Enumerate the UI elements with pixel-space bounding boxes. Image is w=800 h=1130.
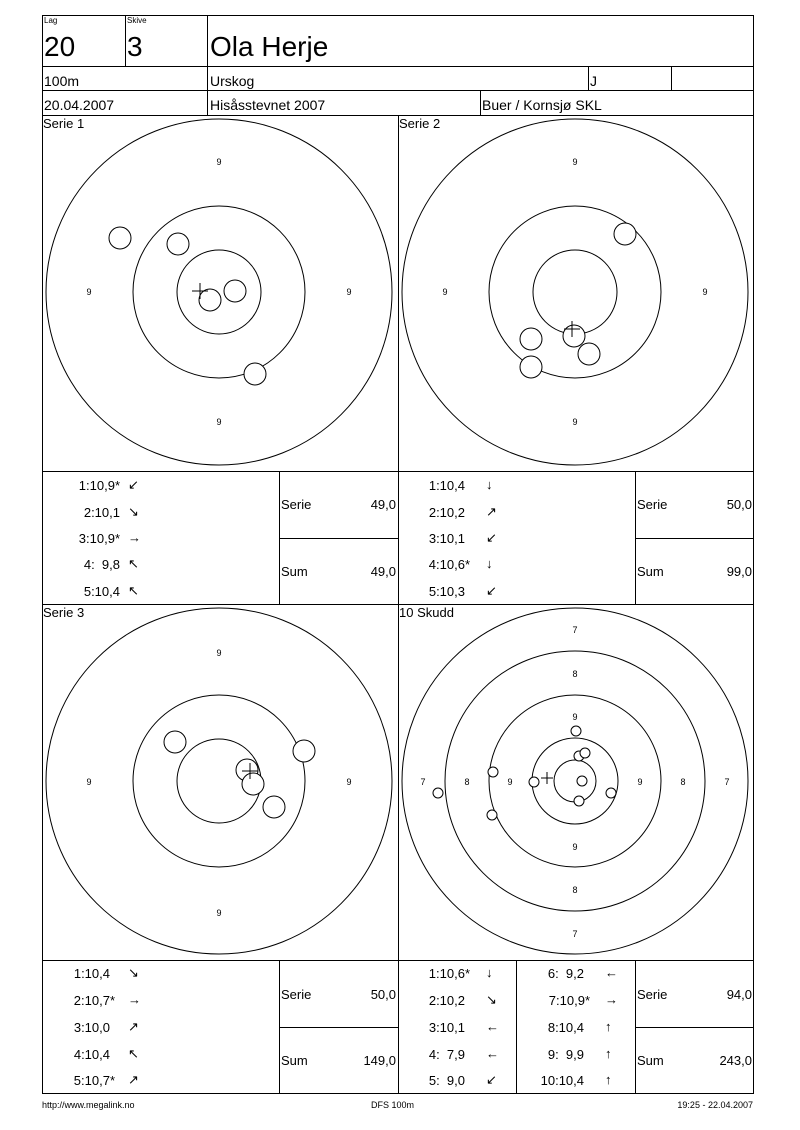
organizer: Buer / Kornsjø SKL xyxy=(482,97,602,113)
divider xyxy=(125,15,126,66)
ring-label: 8 xyxy=(680,777,686,787)
footer-url[interactable]: http://www.megalink.no xyxy=(42,1100,135,1110)
shot-value: 1:10,4 xyxy=(428,478,465,493)
shot-hole xyxy=(109,227,131,249)
skudd10-title: 10 Skudd xyxy=(399,605,454,620)
ring-label: 9 xyxy=(86,777,92,787)
shot-value: 2:10,2 xyxy=(428,505,465,520)
ring-label: 8 xyxy=(572,885,578,895)
ring-label: 9 xyxy=(507,777,513,787)
divider xyxy=(42,960,754,961)
direction-arrow-icon: ↖ xyxy=(128,556,139,571)
skive-value: 3 xyxy=(127,31,143,62)
skudd10-target xyxy=(398,604,754,960)
shot-hole xyxy=(571,726,581,736)
direction-arrow-icon: ↙ xyxy=(486,583,497,598)
shot-hole xyxy=(433,788,443,798)
lag-label: Lag xyxy=(44,16,58,25)
divider xyxy=(207,15,208,115)
distance: 100m xyxy=(44,73,80,89)
divider xyxy=(42,90,754,91)
serie-label: Serie xyxy=(281,497,312,512)
direction-arrow-icon: ← xyxy=(605,965,618,980)
direction-arrow-icon: ↑ xyxy=(605,1019,612,1034)
direction-arrow-icon: ↓ xyxy=(486,556,493,571)
club: Urskog xyxy=(210,73,255,89)
serie2-target xyxy=(398,115,754,471)
direction-arrow-icon: ↘ xyxy=(486,992,497,1007)
lag-value: 20 xyxy=(44,31,76,62)
sum-label: Sum xyxy=(281,1053,308,1068)
serie3-title: Serie 3 xyxy=(43,605,85,620)
shot-value: 1:10,9* xyxy=(78,478,120,493)
ring-label: 7 xyxy=(420,777,426,787)
shot-hole xyxy=(488,767,498,777)
direction-arrow-icon: ↙ xyxy=(486,1072,497,1087)
sum-value: 99,0 xyxy=(726,564,752,579)
shot-hole xyxy=(244,363,266,385)
divider xyxy=(279,1027,398,1028)
shot-value: 1:10,6* xyxy=(428,966,470,981)
ring-x xyxy=(554,760,596,802)
shot-value: 7:10,9* xyxy=(548,993,590,1008)
shot-value: 3:10,1 xyxy=(428,1020,465,1035)
shot-hole xyxy=(606,788,616,798)
shot-hole xyxy=(574,796,584,806)
direction-arrow-icon: ↓ xyxy=(486,965,493,980)
ring-label: 9 xyxy=(702,287,708,297)
shot-value: 3:10,1 xyxy=(428,531,465,546)
shot-value: 2:10,1 xyxy=(83,505,120,520)
shot-value: 6: 9,2 xyxy=(547,966,584,981)
serie3-target xyxy=(42,604,398,960)
class: J xyxy=(590,73,597,89)
footer-timestamp: 19:25 - 22.04.2007 xyxy=(677,1100,753,1110)
direction-arrow-icon: ↑ xyxy=(605,1046,612,1061)
serie2-title: Serie 2 xyxy=(399,116,441,131)
ring-label: 9 xyxy=(572,712,578,722)
ring-label: 9 xyxy=(572,417,578,427)
direction-arrow-icon: ↗ xyxy=(128,1019,139,1034)
divider xyxy=(480,90,481,115)
event: Hisåsstevnet 2007 xyxy=(210,97,326,113)
ring-label: 7 xyxy=(724,777,730,787)
shot-value: 4: 7,9 xyxy=(428,1047,465,1062)
shot-hole xyxy=(293,740,315,762)
direction-arrow-icon: ↓ xyxy=(486,477,493,492)
serie-value: 49,0 xyxy=(370,497,396,512)
shot-hole xyxy=(563,325,585,347)
shot-value: 5: 9,0 xyxy=(428,1073,465,1088)
ring-label: 9 xyxy=(346,287,352,297)
shot-hole xyxy=(614,223,636,245)
shot-value: 1:10,4 xyxy=(73,966,110,981)
ring-label: 8 xyxy=(464,777,470,787)
footer-system: DFS 100m xyxy=(371,1100,415,1110)
shot-hole xyxy=(520,328,542,350)
direction-arrow-icon: ↘ xyxy=(128,504,139,519)
direction-arrow-icon: ↖ xyxy=(128,583,139,598)
direction-arrow-icon: ↗ xyxy=(486,504,497,519)
shot-value: 9: 9,9 xyxy=(547,1047,584,1062)
direction-arrow-icon: ↙ xyxy=(486,530,497,545)
shot-hole xyxy=(487,810,497,820)
ring-label: 9 xyxy=(637,777,643,787)
direction-arrow-icon: ↑ xyxy=(605,1072,612,1087)
shot-value: 5:10,3 xyxy=(428,584,465,599)
serie-label: Serie xyxy=(637,987,668,1002)
sum-label: Sum xyxy=(281,564,308,579)
direction-arrow-icon: ↗ xyxy=(128,1072,139,1087)
skive-label: Skive xyxy=(127,16,147,25)
shot-value: 8:10,4 xyxy=(547,1020,584,1035)
shot-value: 10:10,4 xyxy=(540,1073,584,1088)
shot-hole xyxy=(164,731,186,753)
direction-arrow-icon: → xyxy=(128,530,141,545)
shot-value: 5:10,7* xyxy=(73,1073,115,1088)
ring-label: 8 xyxy=(572,669,578,679)
sum-label: Sum xyxy=(637,1053,664,1068)
ring-8 xyxy=(445,651,705,911)
ring-inner xyxy=(177,250,261,334)
sum-value: 243,0 xyxy=(719,1053,752,1068)
ring-label: 9 xyxy=(216,157,222,167)
date: 20.04.2007 xyxy=(44,97,115,113)
shot-value: 2:10,2 xyxy=(428,993,465,1008)
ring-label: 9 xyxy=(216,908,222,918)
shot-value: 4:10,6* xyxy=(428,557,470,572)
ring-outer xyxy=(46,608,392,954)
serie1-title: Serie 1 xyxy=(43,116,85,131)
ring-label: 9 xyxy=(442,287,448,297)
shot-hole xyxy=(520,356,542,378)
ring-label: 9 xyxy=(572,842,578,852)
serie-value: 94,0 xyxy=(726,987,752,1002)
direction-arrow-icon: ↘ xyxy=(128,965,139,980)
direction-arrow-icon: ← xyxy=(486,1019,499,1034)
ring-label: 7 xyxy=(572,929,578,939)
direction-arrow-icon: → xyxy=(128,992,141,1007)
ring-label: 9 xyxy=(216,417,222,427)
serie-label: Serie xyxy=(281,987,312,1002)
ring-label: 7 xyxy=(572,625,578,635)
shot-hole xyxy=(199,289,221,311)
serie1-target xyxy=(42,115,398,471)
divider xyxy=(42,471,754,472)
divider xyxy=(42,66,754,67)
divider xyxy=(671,66,672,90)
serie-value: 50,0 xyxy=(726,497,752,512)
shot-value: 4: 9,8 xyxy=(83,557,120,572)
ring-middle xyxy=(133,695,305,867)
direction-arrow-icon: ↖ xyxy=(128,1046,139,1061)
ring-middle xyxy=(133,206,305,378)
direction-arrow-icon: ↙ xyxy=(128,477,139,492)
ring-label: 9 xyxy=(346,777,352,787)
shooter-name: Ola Herje xyxy=(210,31,329,62)
shot-value: 4:10,4 xyxy=(73,1047,110,1062)
ring-inner xyxy=(533,250,617,334)
shot-hole xyxy=(224,280,246,302)
direction-arrow-icon: → xyxy=(605,992,618,1007)
sum-value: 49,0 xyxy=(370,564,396,579)
shot-hole xyxy=(578,343,600,365)
shot-hole xyxy=(167,233,189,255)
divider xyxy=(516,960,517,1094)
divider xyxy=(279,538,398,539)
ring-7 xyxy=(402,608,748,954)
shot-hole xyxy=(529,777,539,787)
divider xyxy=(635,538,754,539)
shot-hole xyxy=(577,776,587,786)
sum-label: Sum xyxy=(637,564,664,579)
ring-label: 9 xyxy=(572,157,578,167)
shot-value: 5:10,4 xyxy=(83,584,120,599)
ring-outer xyxy=(402,119,748,465)
sum-value: 149,0 xyxy=(363,1053,396,1068)
shot-value: 3:10,9* xyxy=(78,531,120,546)
serie-label: Serie xyxy=(637,497,668,512)
shot-value: 2:10,7* xyxy=(73,993,115,1008)
ring-outer xyxy=(46,119,392,465)
direction-arrow-icon: ← xyxy=(486,1046,499,1061)
shot-hole xyxy=(242,773,264,795)
shot-hole xyxy=(580,748,590,758)
divider xyxy=(635,1027,754,1028)
divider xyxy=(588,66,589,90)
ring-10 xyxy=(532,738,618,824)
shot-value: 3:10,0 xyxy=(73,1020,110,1035)
serie-value: 50,0 xyxy=(370,987,396,1002)
ring-label: 9 xyxy=(86,287,92,297)
shot-hole xyxy=(263,796,285,818)
ring-label: 9 xyxy=(216,648,222,658)
